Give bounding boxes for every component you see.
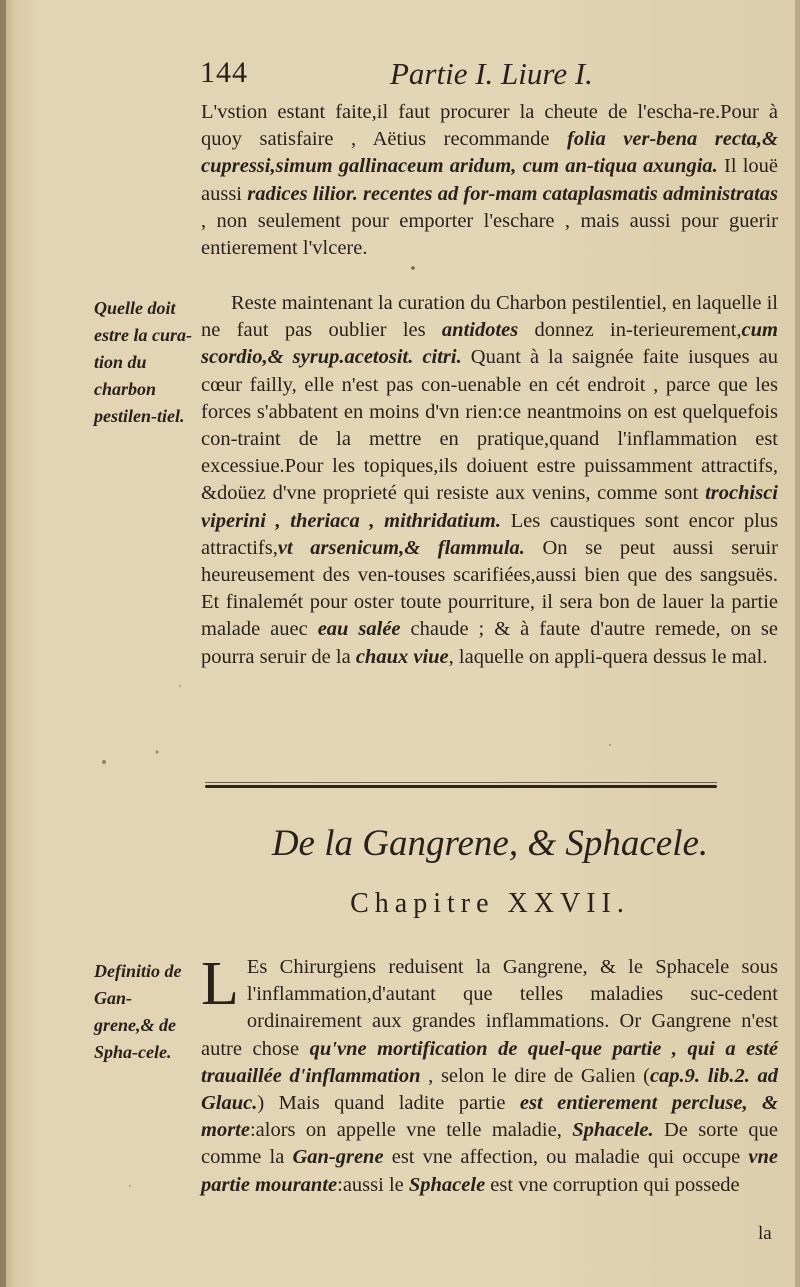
paragraph-vstion [201, 99, 778, 262]
drop-cap: L [201, 950, 239, 1018]
latin-phrase: qu'vne mortification de quel-que partie , qui a esté trauaillée d'inflammation [201, 1037, 778, 1087]
latin-phrase: vt arsenicum,& flammula. [277, 536, 525, 559]
text-run: Les caustiques sont encor plus attractifs, [201, 509, 778, 559]
text-run: Il louë aussi [201, 155, 778, 205]
latin-phrase: cum scordio,& syrup.acetosit. citri. [201, 319, 778, 369]
page-gutter-shadow [0, 0, 6, 1287]
chapter-title: De la Gangrene, & Sphacele. [271, 823, 709, 864]
text-run: , non seulement pour emporter l'eschare , mais aussi pour guerir entierement l'vlcere. [201, 209, 778, 260]
text-run: L'vstion estant faite,il faut procurer la cheute de l'escha-re.Pour à quoy satisfaire , Aëtius recommande [201, 101, 778, 151]
section-rule-thin [205, 782, 717, 783]
text-run: De sorte que comme la [201, 1119, 779, 1169]
emphasis-phrase: Sphacele [408, 1173, 486, 1196]
text-run: donnez in-terieurement, [518, 319, 742, 342]
emphasis-phrase: Sphacele. [572, 1119, 654, 1142]
text-run: est vne corruption qui possede [485, 1173, 740, 1196]
text-run: ) Mais quand ladite partie [257, 1092, 520, 1115]
latin-phrase: chaux viue [355, 645, 449, 668]
emphasis-phrase: Gan-grene [292, 1146, 384, 1169]
margin-note-definition: Definitio de Gan-grene,& de Spha-cele. [94, 961, 182, 1062]
text-run: , selon le dire de Galien ( [420, 1064, 650, 1087]
margin-note-charbon: Quelle doit estre la cura-tion du charbon pestilen-tiel. [94, 298, 192, 426]
emphasis-phrase: vne partie mourante [201, 1146, 779, 1196]
text-run: est vne affection, ou maladie qui occupe [383, 1146, 749, 1169]
paragraph-charbon [201, 290, 778, 671]
page-number: 144 [200, 56, 248, 89]
text-run: chaude ; & à faute d'autre remede, on se pourra seruir de la [201, 618, 779, 668]
paragraph-gangrene [201, 950, 779, 1199]
text-run: Es Chirurgiens reduisent la Gangrene, & le Sphacele sous l'inflammation,d'autant que telles maladies suc-cedent ordinairement aux grandes inflammations. Or Gangrene n'est autre chose [201, 956, 778, 1060]
text-run: Reste maintenant la curation du Charbon pestilentiel, en laquelle il ne faut pas oublier les [201, 292, 778, 342]
emphasis-phrase: est entierement percluse, & morte [201, 1092, 778, 1142]
text-run: On se peut aussi seruir heureusement des ven-touses scarifiées,aussi bien que des sangsuës. Et finalemét pour oster toute pourriture, il sera bon de lauer la partie malade auec [201, 536, 778, 641]
text-run: :aussi le [337, 1173, 409, 1196]
latin-phrase: trochisci viperini , theriaca , mithridatium. [201, 482, 778, 532]
page-header [200, 56, 760, 96]
text-run: :alors on appelle vne telle maladie, [249, 1119, 573, 1142]
running-title: Partie I. Liure I. [390, 56, 593, 91]
text-run: , laquelle on appli-quera dessus le mal. [448, 645, 768, 668]
latin-phrase: radices lilior. recentes ad for-mam cataplasmatis administratas [247, 182, 779, 205]
section-rule [205, 785, 717, 788]
chapter-number: Chapitre XXVII. [350, 888, 630, 919]
text-run: Quant à la saignée faite iusques au cœur failly, elle n'est pas con-uenable en cét endroit , parce que les forces s'abbatent en moins d'vn rien:ce neantmoins on est quelquefois con-traint de la mettre en pratique,quand l'inflammation est excessiue.Pour les topiques,ils doiuent estre puissamment attractifs, &doüez d'vne proprieté qui resiste aux venins, comme sont [201, 346, 778, 505]
citation: cap.9. lib.2. ad Glauc. [201, 1064, 778, 1115]
latin-phrase: folia ver-bena recta,& cupressi,simum gallinaceum aridum, cum an-tiqua axungia. [201, 128, 779, 178]
latin-phrase: antidotes [441, 319, 519, 342]
latin-phrase: eau salée [317, 618, 401, 641]
page-edge [795, 0, 800, 1287]
catchword: la [758, 1223, 772, 1244]
